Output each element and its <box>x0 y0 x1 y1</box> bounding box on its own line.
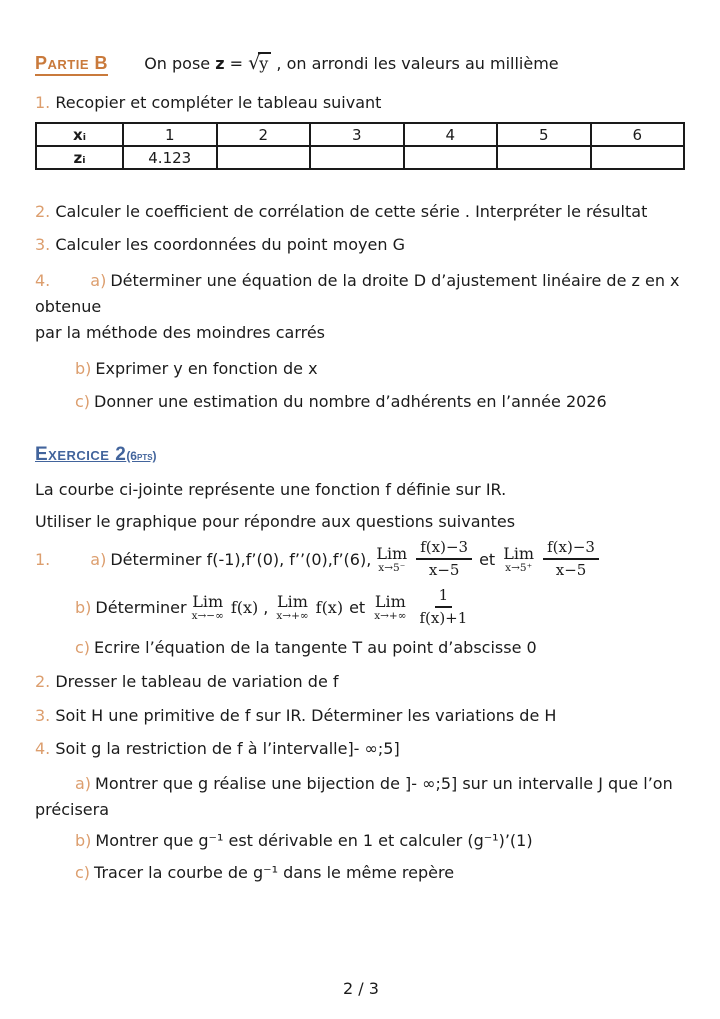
question-text: Tracer la courbe de g⁻¹ dans le même repère <box>94 863 455 882</box>
exercice-2-title <box>35 444 157 465</box>
lim-operator: Lim <box>376 543 408 563</box>
question-letter: b) <box>75 359 92 378</box>
ex2-question-1b <box>35 586 687 628</box>
ex2-question-4b <box>35 830 687 851</box>
intro-text-pre: On pose <box>144 54 211 73</box>
lim-subscript: x→+∞ <box>374 609 407 622</box>
ex2-question-4 <box>35 738 687 759</box>
exercice2-intro-1 <box>35 479 687 500</box>
fraction-denominator: x−5 <box>555 561 587 579</box>
question-text: Donner une estimation du nombre d’adhérents en l’année 2026 <box>94 392 607 411</box>
variable-z: z <box>215 54 225 73</box>
ex2-question-4a <box>35 771 687 823</box>
partie-b-header-line <box>35 53 687 74</box>
fraction-numerator: 1 <box>435 586 453 608</box>
question-number: 1. <box>35 93 51 112</box>
ex2-question-2 <box>35 671 687 692</box>
exercice-2-points: (6pts) <box>126 449 157 463</box>
limit-x-to-5-plus <box>503 545 534 574</box>
fraction-denominator: x−5 <box>428 561 460 579</box>
fraction-denominator: f(x)+1 <box>419 609 468 627</box>
question-text: Ecrire l’équation de la tangente T au point d’abscisse 0 <box>94 638 537 657</box>
fraction-1-over-fx-plus-1 <box>415 586 471 628</box>
function-fx: f(x) <box>230 597 259 617</box>
lim-operator: Lim <box>374 591 406 611</box>
fraction-fx-minus-3-over-x-minus-5 <box>543 538 599 580</box>
table-row-label-x: xᵢ <box>36 123 123 146</box>
lim-operator: Lim <box>503 543 535 563</box>
limit-x-to-5-minus <box>376 545 407 574</box>
intro-text: La courbe ci-jointe représente une fonction f définie sur IR. <box>35 480 507 499</box>
partieb-question-4c <box>35 391 687 412</box>
question-number: 2. <box>35 672 51 691</box>
lim-subscript: x→−∞ <box>191 609 224 622</box>
question-letter: c) <box>75 392 91 411</box>
fraction-numerator: f(x)−3 <box>416 538 472 560</box>
table-cell-empty <box>497 146 591 169</box>
table-cell: 4 <box>404 123 498 146</box>
equals-sign: = <box>229 54 244 73</box>
question-number: 3. <box>35 235 51 254</box>
table-cell-empty <box>404 146 498 169</box>
ex2-question-1c <box>35 637 687 658</box>
question-number: 2. <box>35 202 51 221</box>
partieb-question-3 <box>35 234 687 255</box>
table-cell: 2 <box>217 123 311 146</box>
exercice-2-title-text: Exercice 2 <box>35 444 127 465</box>
sqrt-radicand: y <box>258 52 271 73</box>
intro-text: Utiliser le graphique pour répondre aux questions suivantes <box>35 512 516 531</box>
question-number: 3. <box>35 706 51 725</box>
lim-operator: Lim <box>277 591 308 611</box>
question-number: 1. <box>35 549 51 569</box>
lim-subscript: x→5⁻ <box>378 561 406 574</box>
partieb-question-1 <box>35 92 687 113</box>
lim-subscript: x→+∞ <box>276 609 309 622</box>
question-text: Calculer le coefficient de corrélation de cette série . Interpréter le résultat <box>55 202 648 221</box>
partieb-question-4b <box>35 358 687 379</box>
conjunction-et: et <box>479 549 496 569</box>
exercice-2-header-line <box>35 444 687 467</box>
limit-x-to-plus-infinity <box>276 593 308 622</box>
exercice2-intro-2 <box>35 511 687 532</box>
values-table <box>35 122 685 170</box>
lim-subscript: x→5⁺ <box>505 561 533 574</box>
question-text: Soit g la restriction de f à l’intervalle]- ∞;5] <box>55 739 400 758</box>
table-row-label-z: zᵢ <box>36 146 123 169</box>
question-text: Soit H une primitive de f sur IR. Déterminer les variations de H <box>55 706 557 725</box>
question-text-line2: précisera <box>35 800 110 819</box>
function-fx: f(x) <box>315 597 344 617</box>
table-cell-empty <box>217 146 311 169</box>
ex2-question-3 <box>35 705 687 726</box>
question-text: Exprimer y en fonction de x <box>95 359 318 378</box>
fraction-fx-minus-3-over-x-minus-5 <box>416 538 472 580</box>
page-number: 2 / 3 <box>343 979 379 998</box>
table-cell-empty <box>591 146 685 169</box>
conjunction-et: et <box>349 597 366 617</box>
question-text: Recopier et compléter le tableau suivant <box>55 93 382 112</box>
question-text: Déterminer <box>95 597 187 617</box>
question-letter: a) <box>90 549 107 569</box>
table-cell: 4.123 <box>123 146 217 169</box>
table-cell-empty <box>310 146 404 169</box>
question-text: Dresser le tableau de variation de f <box>55 672 339 691</box>
table-cell: 1 <box>123 123 217 146</box>
partieb-question-4a <box>35 268 687 346</box>
partieb-question-2 <box>35 201 687 222</box>
partie-b-title: Partie B <box>35 53 108 76</box>
table-cell: 5 <box>497 123 591 146</box>
fraction-numerator: f(x)−3 <box>543 538 599 560</box>
sqrt-radical-symbol: √ <box>248 52 261 74</box>
comma: , <box>263 597 269 617</box>
table-row-z <box>36 146 684 169</box>
table-cell: 6 <box>591 123 685 146</box>
limit-x-to-minus-infinity <box>192 593 224 622</box>
question-letter: b) <box>75 597 92 617</box>
question-text-line1: Montrer que g réalise une bijection de ]- ∞;5] sur un intervalle J que l’on <box>95 774 673 793</box>
table-cell: 3 <box>310 123 404 146</box>
question-letter: a) <box>90 271 107 290</box>
lim-operator: Lim <box>192 591 224 611</box>
question-text: Calculer les coordonnées du point moyen G <box>55 235 405 254</box>
question-letter: c) <box>75 638 91 657</box>
question-number: 4. <box>35 739 51 758</box>
table-row-x <box>36 123 684 146</box>
question-text-line1: Déterminer une équation de la droite D d’ajustement linéaire de z en x obtenue <box>35 271 680 316</box>
ex2-question-4c <box>35 862 687 883</box>
ex2-question-1a <box>35 538 687 580</box>
intro-text-post: , on arrondi les valeurs au millième <box>276 54 559 73</box>
question-number: 4. <box>35 271 51 290</box>
question-text-line2: par la méthode des moindres carrés <box>35 323 326 342</box>
question-letter: c) <box>75 863 91 882</box>
limit-x-to-plus-infinity <box>374 593 406 622</box>
question-letter: a) <box>75 774 92 793</box>
question-text: Montrer que g⁻¹ est dérivable en 1 et calculer (g⁻¹)’(1) <box>95 831 533 850</box>
question-text: Déterminer f(-1),f’(0), f’’(0),f’(6), <box>110 549 372 569</box>
question-letter: b) <box>75 831 92 850</box>
